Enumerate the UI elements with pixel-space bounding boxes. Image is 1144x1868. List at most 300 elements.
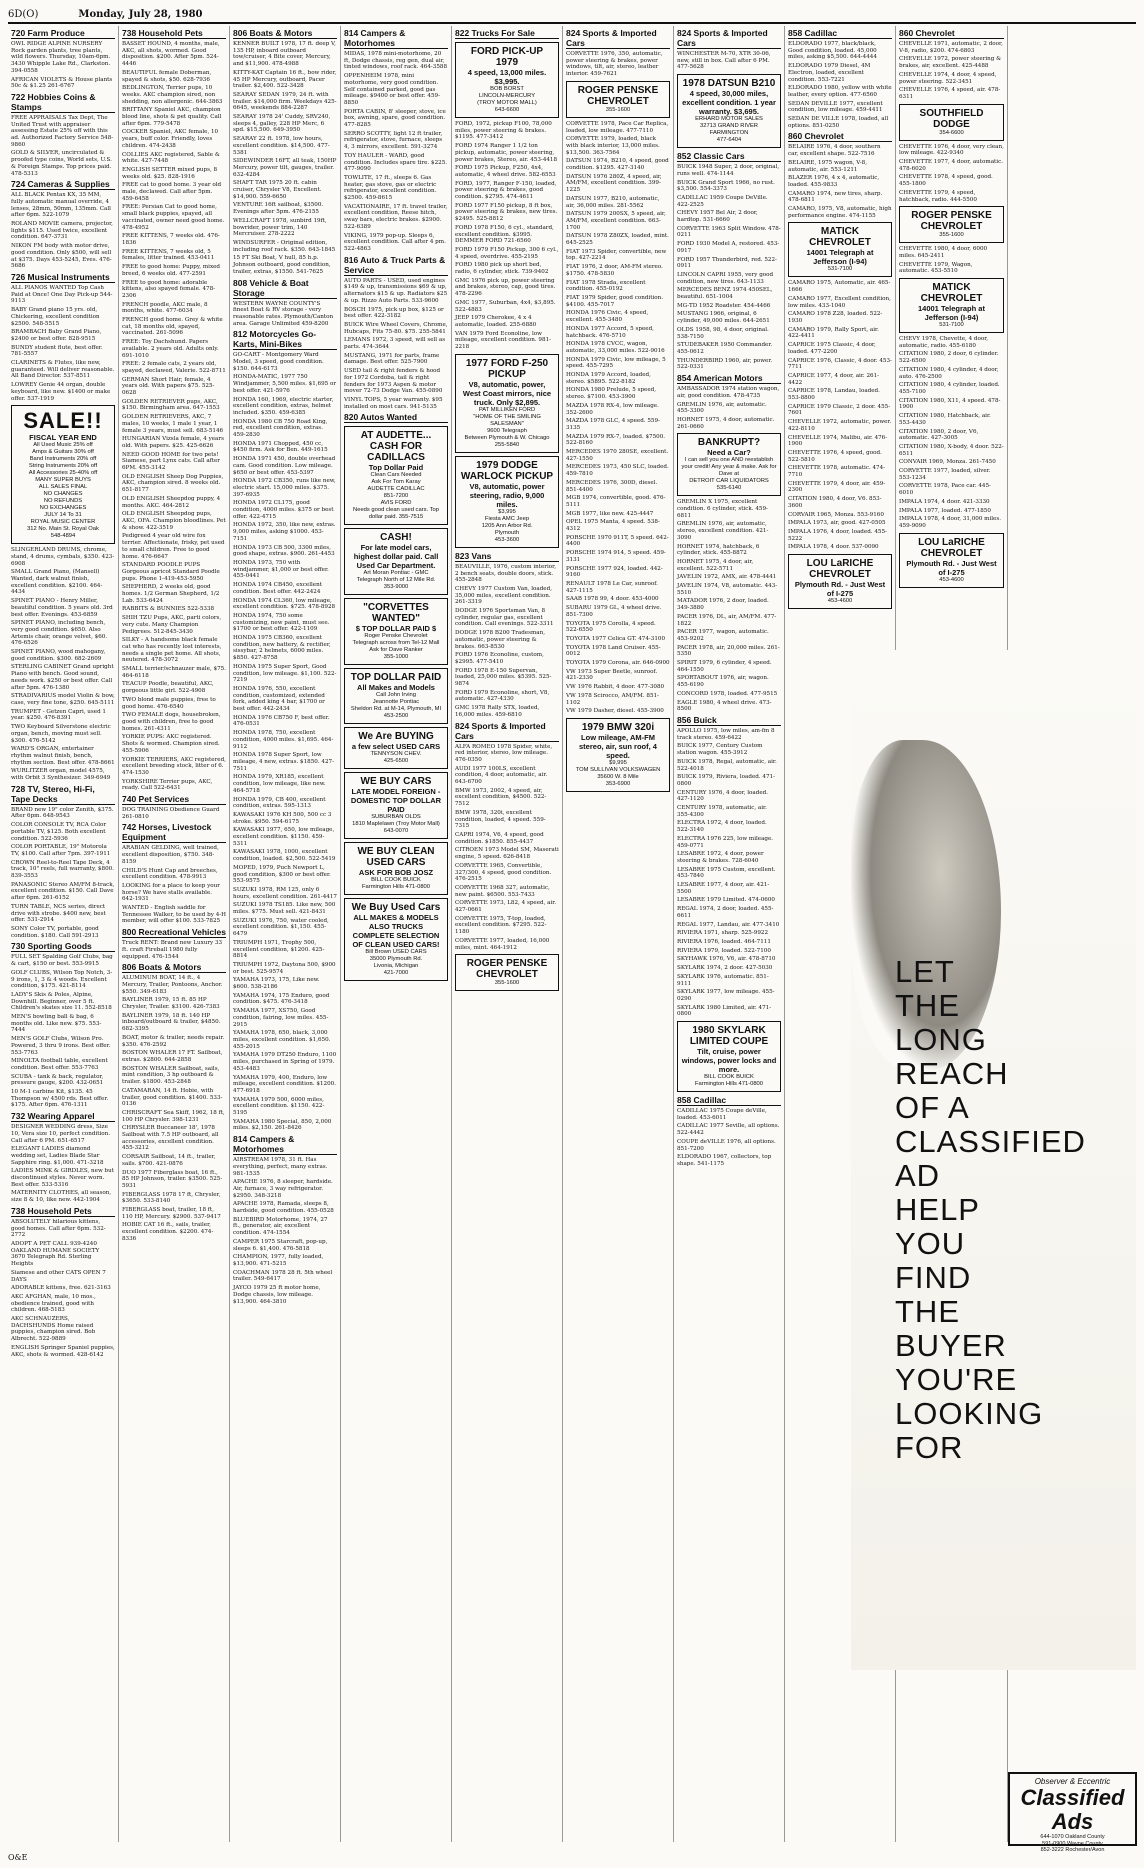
classified-listing: BRITTANY Spaniel AKC, champion blood line, shots & pet quality. Call after 6pm. 779-5478 <box>122 107 222 127</box>
display-ad-line: PAT MILLIKEN FORD <box>478 406 536 413</box>
classified-listing: CAPRI 1974, V6, 4 speed, good condition. $1850. 855-4437 <box>455 832 544 845</box>
section-heading: 822 Trucks For Sale <box>455 28 559 39</box>
classified-listing: BOSCH 1975, pick up box, $125 or best offer. 422-3182 <box>344 306 444 320</box>
display-ad <box>455 456 559 548</box>
display-ad-line: 453-2500 <box>383 713 409 720</box>
display-ad-line: NO REFUNDS <box>43 498 83 505</box>
classified-listing: USED tail & right fenders & hood for 1972 Cordoba, tail & right fenders for 1973 Aspen & motor mover 72-73 Dodge Van. 455-0890 <box>344 368 443 395</box>
display-ad-line: Telegraph across from Tel-12 Mall <box>352 640 440 647</box>
display-ad-subhead: Tilt, cruise, power windows, power locks and more. <box>681 1047 777 1075</box>
section-heading: 730 Sporting Goods <box>11 941 115 952</box>
display-ad-headline: WE BUY CLEAN USED CARS <box>357 846 435 869</box>
display-ad-subhead: 4 speed, 13,000 miles. $3,995. <box>467 68 547 86</box>
display-ad-line: 1810 Maplelawn (Troy Motor Mall) <box>352 821 440 828</box>
classified-listing: CORVETTE 1975, T-top, loaded, excellent condition. $7295. 522-1180 <box>455 915 547 936</box>
display-ad <box>11 405 115 544</box>
classified-listing: LADY'S Skis & Poles, Alpine, Downhill. Beginner, over 5 ft. Children's skates size 11. 552-8518 <box>11 991 112 1012</box>
classified-listing: BLUEBIRD Motorhome, 1974, 27 ft., generator, air, excellent condition. 474-1554 <box>233 1216 328 1237</box>
display-ad-line: AUDETTE CADILLAC <box>367 486 425 493</box>
classified-listing: CAPRICE 1977, 4 door, air. 261-4422 <box>788 372 880 386</box>
classified-listing: TOY HAULER - WARD, good condition. Includes spare tire. $225. 477-9090 <box>344 152 448 173</box>
classified-listing: CENTURY 1976, 4 door, loaded. 427-1120 <box>677 789 769 803</box>
classified-listing: 10 M-1 carbine Kit, $135. 45 Thompson w/ 4500 rds. Best offer. $175. After 6pm. 476-1311 <box>11 1089 109 1109</box>
classified-listing: ROLAND MOVIE camera, projector, lights $115. Used twice, excellent condition. 647-3731 <box>11 221 113 241</box>
classified-listing: GOLF CLUBS, Wilson Top Notch, 3-9 irons, 1, 3 & 4 woods. Excellent condition, $175. 421-8114 <box>11 969 113 990</box>
classified-listing: OLDS 1958, 98, 4 door, original. 538-7150 <box>677 326 769 340</box>
classified-listing: PACER 1978, air, 20,000 miles. 261-5350 <box>677 644 780 658</box>
classified-listing: AUDI 1977 100LS, excellent condition, 4 door, automatic, air. 643-6700 <box>455 765 548 786</box>
classified-listing: BRAND new 19" color Zenith, $375. After 6pm. 648-9543 <box>11 806 114 820</box>
classified-listing: CITATION 1980, 4 door, V6. 853-3600 <box>788 496 882 509</box>
classified-listing: CORVETTE 1978, Pace Car Replica, loaded, low mileage. 477-7110 <box>566 120 669 134</box>
classified-listing: CHRISCRAFT Sea Skiff, 1962, 18 ft, 100 HP Chrysler. 398-1231 <box>122 1109 225 1123</box>
section-heading: 728 TV, Stereo, Hi-Fi, Tape Decks <box>11 784 115 805</box>
display-ad-line: NO CHANGES <box>43 491 83 498</box>
display-ad-headline: AT AUDETTE... CASH FOR CADILLACS <box>360 430 432 464</box>
classified-listing: YAMAHA 1973, 175, Like new. $600. 538-2186 <box>233 977 320 991</box>
classified-listing: BAYLINER 1979, 18 ft. 140 HP inboard/outboard & trailer, $4850. 682-3395 <box>122 1012 221 1033</box>
section-heading: 816 Auto & Truck Parts & Service <box>344 255 448 276</box>
classified-listing: BOAT, motor & trailer, needs repair. $350. 476-2592 <box>122 1034 225 1048</box>
display-ad-line: BILL COOK BUICK <box>704 1074 754 1081</box>
classified-listing: ALL BLACK Pentax KX, 35 MM, fully automatic manual override, 4 lenses, 28mm, 50mm, 135mm. Call after 6pm. 522-1079 <box>11 192 111 219</box>
classified-listing: REGAL 1974, 2 door, loaded. 455-6611 <box>677 906 774 919</box>
classified-listing: HONDA 1978 Super Sport, low mileage, 4 new, extras. $1850. 427-7511 <box>233 752 334 772</box>
classified-listing: BUICK 1977, Century Custom station wagon. 455-3912 <box>677 743 763 757</box>
classified-listing: CORVETTE 1979, loaded, black with black interior, 13,000 miles. $13,500. 363-7564 <box>566 136 660 156</box>
section-heading: 738 Household Pets <box>122 28 226 39</box>
section-heading: 824 Sports & Imported Cars <box>455 721 559 742</box>
display-ad-headline: We Are BUYING <box>358 731 434 743</box>
page-date: Monday, July 28, 1980 <box>78 8 203 20</box>
display-ad-line: Fiesta AMC Jeep <box>484 515 530 522</box>
promo-headline-line: BUYER <box>895 1328 1007 1363</box>
classified-listing: BELAIRE 1976, 4 door, southern car, excellent shape. 522-7516 <box>788 144 881 158</box>
classified-listing: VW 1978 Scirocco, AM/FM. 851-1102 <box>566 692 659 706</box>
display-ad-line: 355-1000 <box>383 654 409 661</box>
classified-listing: GOLD & SILVER, uncirculated & proofed type coins, World sets, U.S. & Foreign Stamps. Top prices paid. 478-5313 <box>11 150 112 177</box>
classified-listing: Truck RENT: Brand new Luxury 33 ft. craft Fireball 1980 fully equipped. 476-1544 <box>122 940 223 960</box>
classified-listing: KAWASAKI 1977, 650, low mileage, excellent condition. $1150. 459-5311 <box>233 827 335 847</box>
classified-listing: ALFA ROMEO 1978 Spider, white, red interior, stereo, low mileage. 476-0350 <box>455 743 553 763</box>
classified-listing: RABBITS & BUNNIES 522-5338 <box>122 606 215 613</box>
classified-listing: MEN'S GOLF Clubs, Wilson Pro. Powered, 3 thru 9 irons. Best offer. 553-7763 <box>11 1036 111 1056</box>
classified-listing: FREE: 2 female cats, 2 years old, spayed, declawed, Valerie. 522-8711 <box>122 361 226 374</box>
classified-listing: MERCEDES BENZ 1974 450SEL, beautiful. 651-1004 <box>677 287 773 301</box>
classified-listing: SILKY - A handsome black female cat who has recently lost interests, needs a single pet home. All shots, neutered. 478-3072 <box>122 637 222 664</box>
display-ad-line: 1205 Ann Arbor Rd. <box>481 522 533 529</box>
classified-listing: MATADOR 1976, 2 door, loaded. 349-3880 <box>677 598 769 612</box>
display-ad-line: Needs good clean used cars. Top dollar paid. 355-7515 <box>353 507 439 521</box>
classified-listing: CONVAIR 1969, Monza. 261-7450 <box>899 459 996 466</box>
classified-listing: ADOPT A PET CALL 939-4240 OAKLAND HUMANE SOCIETY 3670 Telegraph Rd. Sterling Heights <box>11 1241 100 1268</box>
classified-listing: WURLITZER organ, model 4575, with Orbit 3 Synthesizer. 349-6949 <box>11 768 111 782</box>
display-ad-line: 255-5840 <box>494 441 520 448</box>
display-ad <box>677 1021 781 1092</box>
classified-listing: LADIES MINK & GIRDLES, new but discontinued styles. Never worn. Best offer. 533-5316 <box>11 1168 114 1188</box>
classified-listing: DATSUN 1979 200SX, 5 speed, air, AM/FM, excellent condition. 663-1700 <box>566 211 666 231</box>
classified-listing: GREMLIN 1976, air, automatic. 455-3300 <box>677 401 767 415</box>
classified-listing: Siamese and other CATS OPEN 7 DAYS <box>11 1269 106 1283</box>
classified-listing: BUICK Wire Wheel Covers, Chrome, Hubcaps, Fits 75-80. $75. 255-5841 <box>344 321 448 335</box>
classified-listing: VACATIONAIRE, 17 ft. travel trailer, excellent condition, Reese hitch, sway bars, electric brakes. $2900. 522-6389 <box>344 203 448 230</box>
display-ad-line: 355-1600 <box>605 106 631 113</box>
classified-listing: MAZDA 1978 GLC, 4 speed. 559-3135 <box>566 418 660 431</box>
promo-headline-line: LOOKING <box>895 1396 1044 1431</box>
classified-listing: TRIUMPH 1971, Trophy 500, excellent condition, $1200. 425-8814 <box>233 939 325 960</box>
classified-listing: BUICK Grand Sport 1966, no rust. $3,500. 554-3373 <box>677 179 775 193</box>
classified-listing: HONDA 1971 Chopped, 450 cc, $450 firm. Ask for Ben. 449-1615 <box>233 440 328 454</box>
classified-listing: LOWREY Genie 44 organ, double keyboard, like new. $1400 or make offer. 537-1919 <box>11 382 111 402</box>
display-ad-subhead: All Makes and Models <box>357 683 435 693</box>
display-ad <box>455 42 559 118</box>
classified-listing: HONDA-MATIC, 1977 750 Windjammer, 5,500 miles. $1,695 or best offer. 421-5976 <box>233 374 337 394</box>
display-ad-headline: CASH! <box>380 532 412 544</box>
classified-listing: SIDEWINDER 16FT, all teak, 150HP Mercury, power tilt, gauges, trailer. 632-4284 <box>233 158 337 178</box>
classified-listing: RIVIERA 1971, sharp. 525-9922 <box>677 930 768 937</box>
classified-listing: HONDA 1976 CB750 F, best offer. 476-0531 <box>233 714 330 728</box>
display-ad-line: Farmington Hills 471-0800 <box>695 1081 763 1088</box>
display-ad-subhead: ALL MAKES & MODELS ALSO TRUCKS COMPLETE SELECTION OF CLEAN USED CARS! <box>352 913 440 950</box>
classified-listing: FORD 1930 Model A, restored. 453-0917 <box>677 241 780 254</box>
classified-listing: YAMAHA 1979, 400, Enduro, low mileage, excellent condition. $1200. 477-6918 <box>233 1074 337 1094</box>
classified-listing: CHEVETTE 1976, 4 door, very clean, low mileage. 422-9340 <box>899 143 1004 157</box>
classified-listing: MAZDA 1978 RX-4, low mileage. 352-2600 <box>566 402 659 416</box>
promo-headline <box>895 955 1135 1465</box>
classified-listing: HORNET 1974, hatchback, 6 cylinder, stick. 455-8872 <box>677 543 760 557</box>
classified-listing: SUBARU 1979 GL, 4 wheel drive. 851-7300 <box>566 605 662 618</box>
classified-listing: OWL RIDGE ALPINE NURSERY Rock garden plants, tree plants, wild flowers. Thursday, 10am-6pm. 3430 Whipple Lake Rd., Clarkston. 394-0558 <box>11 41 111 74</box>
classified-listing: FORD 1978 F150, 6 cyl., standard, excellent condition. $3995. DEMMER FORD 721-6560 <box>455 224 554 245</box>
classified-listing: CADILLAC 1977 Seville, all options. 522-4442 <box>677 1123 780 1137</box>
classified-listing: HONDA 1974, 750 some customizing, new paint, must see. $1700 or best offer. 422-1109 <box>233 612 330 633</box>
display-ad-headline: 1977 FORD F-250 PICKUP <box>465 357 549 380</box>
display-ad-line: FARMINGTON <box>709 130 749 137</box>
classified-listing: SEARAY 1978 24' Cuddy, SRV240, sleeps 4, galley, 228 HP Merc, 6 spd. $15,500. 649-3950 <box>233 114 331 134</box>
display-ad-line: $9,995 <box>609 759 627 766</box>
classified-listing: CHEVETTE 1979, Wagon, automatic. 453-5510 <box>899 261 973 275</box>
classified-listing: MGB 1974, convertible, good. 476-5111 <box>566 495 666 508</box>
column-c4 <box>341 26 452 1842</box>
classified-listing: CORVAIR 1965, Monza. 553-9160 <box>788 511 884 518</box>
classified-listing: MIDAS, 1978 mini-motorhome, 20 ft, Dodge chassis, reg gen, dual air, tinted windows, roof rack. 464-3588 <box>344 51 448 71</box>
classified-listing: CORVETTE 1965, Convertible, 327/300, 4 speed, good condition. 476-2515 <box>455 862 552 883</box>
section-heading: 824 Sports & Imported Cars <box>566 28 670 49</box>
classified-listing: SHEPHERD, 2 weeks old, good homes. 1/2 German Shepherd, 1/2 Lab. 533-6424 <box>122 584 220 604</box>
display-ad-headline: 1979 DODGE WARLOCK PICKUP <box>460 459 554 482</box>
classified-listing: BABY Grand piano 15 yrs. old, Chickering, excellent condition $2500. 548-5515 <box>11 307 100 327</box>
classified-listing: LEMANS 1972, 3 speed, will sell as parts. 474-3644 <box>344 337 446 351</box>
display-ad-headline: FORD PICK-UP 1979 <box>470 46 544 68</box>
display-ad-subhead: $ TOP DOLLAR PAID $ <box>355 624 437 634</box>
promo-headline-line: LET <box>895 954 955 989</box>
classified-listing: JEEP 1979 Cherokee, 4 x 4 automatic, loaded. 255-6880 <box>455 315 537 328</box>
classified-listing: EAGLE 1980, 4 wheel drive. 473-8500 <box>677 699 772 713</box>
display-ad-line: 355-1600 <box>939 232 964 239</box>
section-heading: 854 American Motors <box>677 373 781 384</box>
display-ad-line: 35600 W. 8 Mile <box>597 773 639 780</box>
classified-listing: HONDA 1980 CB 750 Road King, red, excellent condition, extras. 459-2830 <box>233 418 328 439</box>
section-heading: 808 Vehicle & Boat Storage <box>233 278 337 299</box>
classified-listing: WANTED - English saddle for Tennessee Walker, to be used by 4-H member, will offer $100. 533-7825 <box>122 905 227 925</box>
classified-listing: YAMAHA 1974, 175 Enduro, good condition. $475. 476-3418 <box>233 992 330 1006</box>
promo-headline-line: OF A <box>895 1090 970 1125</box>
classified-listing: OLD ENGLISH Sheep Dog Puppies, AKC, champion sired. 8 weeks old. 651-8177 <box>122 473 224 494</box>
display-ad-line: JULY 14 To 31 <box>44 512 82 519</box>
classified-listing: FREE KITTENS, 7 weeks old, 5 females, litter trained. 453-0411 <box>122 248 215 262</box>
classified-listing: SMALL Grand Piano, (Mansell) Wanted, dark walnut finish, excellent condition. $2100. 464-4434 <box>11 569 103 596</box>
classified-listing: CAPRICE 1976, Classic, 4 door. 453-7711 <box>788 357 892 371</box>
classified-listing: ELDORADO 1977, black/black, Good condition, loaded. 45,000 miles, asking $5,500. 644-4444 <box>788 41 877 61</box>
classified-listing: FREE: Toy Dachshund. Papers available. 2 years old. Adults only. 691-1010 <box>122 339 219 359</box>
display-ad-line: TENNYSON CHEV. <box>370 751 422 758</box>
classified-listing: MGB 1977, like new. 425-4447 <box>566 510 654 517</box>
classified-listing: AMBASSADOR 1974 station wagon, air, good condition. 478-4735 <box>677 386 780 399</box>
display-ad-line: 535-6140 <box>716 485 742 492</box>
classified-listing: JAVELIN 1972, AMX, air. 478-4441 <box>677 574 777 581</box>
classified-listing: ARABIAN GELDING, well trained, excellent disposition, $750. 348-8159 <box>122 845 219 865</box>
classified-listing: HONDA 1978, 750, excellent condition, 4000 miles. $1,695. 464-9112 <box>233 730 334 750</box>
classified-listing: SUZUKI 1978 TS185. Like new, 500 miles. $775. Must sell. 421-8431 <box>233 902 336 916</box>
classified-listing: HONDA 1976, 550, excellent condition, customized, extended fork, added king 4 bar, $1700 or best offer. 442-2434 <box>233 685 325 713</box>
section-heading: 858 Cadillac <box>677 1095 781 1106</box>
column-c7 <box>674 26 785 1842</box>
display-ad-line: Amps & Guitars 30% off <box>32 449 94 456</box>
classified-listing: CHEVELLE 1976, 4 speed, air. 478-6311 <box>899 87 1001 100</box>
promo-headline-line: THE <box>895 1294 960 1329</box>
display-ad-line: Call John Irving <box>376 692 416 699</box>
classified-listing: SERRO SCOTTY, light 12 ft trailer, refrigerator, stove, furnace, sleeps 4, 3 mirrors, excellent. 591-3274 <box>344 130 443 151</box>
classified-listing: SHAFT TAR 1975 20 ft. cabin cruiser, Chrysler V8, Excellent. $14,900. 559-6650 <box>233 180 322 200</box>
classified-listing: FORD 1975 Pickup, F250, 4x4, automatic, 4 wheel drive. 582-6553 <box>455 165 556 178</box>
classified-listing: MUSTANG 1966, original, 6 cylinder, 49,000 miles. 644-2651 <box>677 311 770 325</box>
classified-listing: GOLDEN RETRIEVERS, AKC, 7 males, 10 weeks, 1 male 1 year, 1 female 3 years, must sell. 683-5146 <box>122 414 224 434</box>
display-ad-line: 643-0070 <box>383 828 409 835</box>
display-ad <box>344 598 448 665</box>
classified-listing: CORVETTE 1976, 350, automatic, power steering & brakes, power windows, tilt, air, stereo, leather interior. 459-7621 <box>566 51 663 78</box>
display-ad <box>899 533 1004 588</box>
display-ad-headline: BANKRUPT? <box>697 437 761 449</box>
classified-listing: CHEVETTE 1977, 4 door, automatic. 478-6020 <box>899 159 1003 172</box>
classified-listing: CITATION 1980, 4 cylinder, loaded. 455-7100 <box>899 382 1000 395</box>
promo-headline-line: CLASSIFIED <box>895 1124 1086 1159</box>
classified-listing: RIVIERA 1976, loaded. 464-7111 <box>677 938 771 945</box>
classified-listing: Pedigreed 4 year old wire fox terrier. Affectionate, frisky, pet used to small children. Free to good home. 476-6647 <box>122 533 225 560</box>
classified-listing: AUTO PARTS - USED, used engines $149 & up, transmissions $69 & up, alternators $15 & up. Radiators $25 & up. Rizzo Auto Parts. 533-9600 <box>344 277 448 304</box>
classified-listing: CHEVELLE 1974, 4 door, 4 speed, power steering. 522-3451 <box>899 71 997 85</box>
classified-listing: CHEVY 1977 Custom Van, loaded, 35,000 miles, excellent condition. 261-3319 <box>455 585 552 606</box>
classified-listing: AFRICAN VIOLETS & House plants 50c & $1.25 261-6767 <box>11 76 113 90</box>
display-ad-headline: ROGER PENSKE CHEVROLET <box>466 958 548 981</box>
display-ad-line: Between Plymouth & W. Chicago <box>464 434 550 441</box>
classified-listing: FORD 1979 F150 Pickup, 300 6 cyl., 4 speed, overdrive. 455-2195 <box>455 246 559 260</box>
classified-listing: FORD 1980 pick up short bed, radio, 6 cylinder, stick. 739-9402 <box>455 262 549 276</box>
display-ad-headline: MATICK CHEVROLET <box>809 226 871 249</box>
classified-listing: CORSAIR Sailboat, 14 ft., trailer, sails. $700. 421-0876 <box>122 1154 216 1167</box>
classified-listing: MERCEDES 1973, 450 SLC, loaded. 459-7810 <box>566 464 669 478</box>
classified-listing: SCUBA - tank & back, regulator, pressure gauge, $200. 432-0651 <box>11 1073 104 1087</box>
classified-listing: CHEVETTE 1978, automatic. 474-7710 <box>788 465 886 479</box>
classified-listing: WINCHESTER M-70, XTR 30-06, new, still in box. Call after 6 PM. 477-5628 <box>677 51 771 71</box>
classified-listing: FIAT 1979 Spider, good condition. $4100. 455-7017 <box>566 294 663 308</box>
section-heading: 814 Campers & Motorhomes <box>233 1134 337 1155</box>
display-ad-subhead: V8, automatic, power steering, radio, 9,000 miles. <box>469 481 545 509</box>
display-ad-line: Farmington Hills 471-0800 <box>362 884 430 891</box>
classified-listing: CHEVY 1957 Bel Air, 2 door, hardtop. 531-6660 <box>677 210 758 224</box>
classified-listing: ELDORADO 1979 Diesel, 4M Electron, loaded, excellent condition. 553-7221 <box>788 63 871 83</box>
classified-listing: LESABRE 1972, 4 door, power steering & brakes. 728-6040 <box>677 851 764 864</box>
classified-listing: HONDA 1979, CB 400, excellent condition, extras. 595-1313 <box>233 796 326 810</box>
classified-listing: SUZUKI 1976, 750, water cooled, excellent condition. $1,150. 455-6479 <box>233 917 329 938</box>
classified-listing: VINYL TOPS, 5 year warranty. $95 installed on most cars. 941-5135 <box>344 396 443 410</box>
display-ad-line: 32713 GRAND RIVER <box>700 123 758 130</box>
classified-listing: HONDA 1975 CB360, excellent condition, new battery, & rectifier, sissybar, 2 helmets, 6000 miles. $850. 427-8758 <box>233 635 331 662</box>
classified-listing: SAAB 1978 99, 4 door. 453-4000 <box>566 596 659 603</box>
classified-listing: IMPALA 1977, loaded. 477-1850 <box>899 507 991 514</box>
logo-phone-3: 852-3222 Rochester/Avon <box>1040 1847 1105 1853</box>
section-heading: 812 Motorcycles Go-Karts, Mini-Bikes <box>233 329 337 350</box>
classified-listing: FIAT 1973 Spider, convertible, new top. 427-2214 <box>566 248 667 262</box>
display-ad <box>344 528 448 595</box>
classified-listing: YORKIE PUPS: AKC registered. Shots & wormed. Champion sired. 455-5906 <box>122 734 220 754</box>
classified-listing: HONDA 1979 Accord, loaded, stereo. $5895. 522-8182 <box>566 372 651 385</box>
display-ad-line: 548-4894 <box>50 533 76 540</box>
classified-listing: BEDLINGTON, Terrier pups, 10 weeks. AKC champion sired, non shedding, non allergenic. 644-3863 <box>122 85 223 105</box>
classified-listing: VENTURE 16ft sailboat, $3500. Evenings after 5pm. 476-2155 <box>233 202 324 216</box>
classified-listing: CHEVETTE 1979, 4 door, air. 459-2300 <box>788 480 886 494</box>
classified-listing: VW 1979 Dasher, diesel. 455-3900 <box>566 708 664 715</box>
classified-listing: BMW 1973, 2002, 4 speed, air, excellent condition, $4500. 522-7512 <box>455 787 547 808</box>
display-ad-subhead: Top Dollar Paid <box>368 463 424 473</box>
promo-headline-line: THE <box>895 988 960 1023</box>
display-ad-line: All Accessories 25-40% off <box>28 470 98 477</box>
section-heading: 740 Pet Services <box>122 794 226 805</box>
classified-listing: CITATION 1980, X-body, 4 door. 522-6511 <box>899 443 1004 457</box>
display-ad <box>344 426 448 525</box>
classified-listing: SPINET PIANO, including bench, very good condition. $650. Also Artemis chair, orange velvet, $60. 476-6526 <box>11 620 108 647</box>
classified-listing: HOBIE CAT 16 ft., sails, trailer, excellent condition. $2200. 474-8336 <box>122 1222 214 1242</box>
classified-listing: BOSTON WHALER Sailboat, sails, mint condition, 3 hp outboard & trailer. $1800. 453-2848 <box>122 1065 220 1086</box>
classified-listing: SKYLARK 1974, 2 door. 427-5030 <box>677 965 773 972</box>
classified-listing: GOLDEN RETRIEVER pups, AKC, $150. Birmingham area. 647-1553 <box>122 398 220 412</box>
classified-listing: SUZUKI 1978, RM 125, only 6 hours, excellent condition. 261-4417 <box>233 886 337 900</box>
display-ad-line: 851-7200 <box>383 493 409 500</box>
classified-listing: HONDA 1973, 750 with windjammer, $1,000 or best offer. 455-0441 <box>233 560 329 580</box>
classified-listing: TEACUP Poodle, beautiful, AKC, gorgeous little girl. 522-4908 <box>122 681 214 695</box>
section-heading: 823 Vans <box>455 551 559 562</box>
display-ad-line: Livonia, Michigan <box>373 963 419 970</box>
classified-listing: BLAZER 1976, 4 x 4, automatic, loaded. 455-9833 <box>788 175 880 188</box>
classified-listing: KAWASAKI 1978, 1000, excellent condition, loaded. $2,500. 522-5419 <box>233 849 336 863</box>
display-ad-line: 531-7100 <box>827 266 853 273</box>
section-heading: 722 Hobbies Coins & Stamps <box>11 92 115 113</box>
display-ad-line: 354-6600 <box>939 129 964 136</box>
classified-listing: HONDA 1974 CL360, low mileage, excellent condition. $725. 478-8928 <box>233 597 336 611</box>
classified-listing: CHEVELLE 1971, automatic, 2 door, V-8, radio, $200. 474-6803 <box>899 41 1003 54</box>
classified-listing: IMPALA 1978, 4 door, 31,000 miles. 459-9090 <box>899 516 1002 529</box>
display-ad <box>344 842 448 895</box>
column-c3 <box>230 26 341 1842</box>
display-ad-headline: SALE!! <box>23 408 103 434</box>
promo-headline-line: FOR <box>895 1430 964 1465</box>
classified-listing: ELEGANT LADIES diamond wedding set, Ladies Blade Star Sapphire ring. $1,000. 471-3218 <box>11 1146 104 1166</box>
classified-listing: ALUMINUM BOAT, 14 ft., 4 Mercury, Trailer, Pontoons, Anchor. $550. 349-6183 <box>122 975 223 995</box>
column-c5 <box>452 26 563 1842</box>
classified-listing: LESABRE 1977, 4 door, air. 421-5500 <box>677 882 770 895</box>
display-ad-line: Art Moran Pontiac - GMC <box>363 570 429 577</box>
classified-listing: CHEVETTE 1976, 4 speed, good. 522-5810 <box>788 449 882 463</box>
classified-listing: FREE cat to good home. 3 year old male, declawed. Call after 5pm. 459-6458 <box>122 182 222 202</box>
display-ad-subhead: For late model cars, highest dollar paid. Call Used Car Department. <box>353 543 439 571</box>
classified-listing: CORVETTE 1968 327, automatic, new paint. $6500. 553-7433 <box>455 884 550 898</box>
classified-listing: SPINET PIANO, wood mahogany, good condition. $300. 682-2609 <box>11 649 106 662</box>
promo-headline-line: YOU <box>895 1226 966 1261</box>
classified-listing: HUNGARIAN Vizsla female, 4 years old. With papers. $25. 425-6626 <box>122 436 224 449</box>
classified-listing: CAMPER 1975 Starcraft, pop-up, sleeps 6. $1,400. 476-5818 <box>233 1238 328 1252</box>
classified-listing: FORD 1976 Econoline, custom, $2995. 477-5410 <box>455 652 544 665</box>
classified-listing: BASSET HOUND, 4 months, male, AKC, all shots, wormed. Good disposition. $200. After 5pm. 524-4446 <box>122 41 220 68</box>
display-ad-line: ERHARD MOTOR SALES <box>695 116 763 123</box>
display-ad <box>455 954 559 991</box>
classified-listing: CORVETTE 1977, loaded, silver. 553-1234 <box>899 468 991 481</box>
classified-listing: BELAIRE, 1975 wagon, V-8, automatic, air. 553-1211 <box>788 159 868 173</box>
display-ad-headline: LOU LaRICHE CHEVROLET <box>806 558 874 581</box>
classified-listing: ELECTRA 1972, 4 door, loaded. 522-3140 <box>677 820 767 834</box>
classified-listing: BUICK 1948 Super, 2 door, original, runs well. 474-1144 <box>677 164 780 177</box>
classified-listing: FREE: Persian Cat to good home, small black puppies, spayed, all vaccinated, owner need good home. 478-4952 <box>122 204 225 231</box>
classified-listing: MOPED, 1979, Puch Newport L, good condition, $300 or best offer. 553-9575 <box>233 864 331 885</box>
classified-listing: VIKING, 1979 pop-up. Sleeps 6, excellent condition. Call after 4 pm. 522-4863 <box>344 232 446 252</box>
section-heading: 738 Household Pets <box>11 1206 115 1217</box>
classified-listing: BUICK 1979, Riviera, loaded. 471-0800 <box>677 774 775 787</box>
classified-listing: CHEVELLE 1972, automatic, power. 422-8110 <box>788 419 892 432</box>
display-ad-line: BOB BORST <box>490 86 524 92</box>
promo-headline-line: AD <box>895 1158 941 1193</box>
classified-listing: CITATION 1980, Hatchback, air. 553-4430 <box>899 413 991 426</box>
logo-phone-1: 644-1070 Oakland County <box>1040 1834 1105 1840</box>
promo-headline-line: REACH <box>895 1056 1009 1091</box>
section-heading: 860 Chevrolet <box>899 28 1004 39</box>
classified-listing: FULL SET Spalding Golf Clubs, bag & cart, $150 or best. 553-9915 <box>11 954 113 968</box>
display-ad-line: All Used Music 25% off <box>33 442 93 449</box>
classified-listing: DATSUN 1977, B210, automatic, air, 36,000 miles. 281-5562 <box>566 195 660 209</box>
classified-listing: NEED GOOD HOME for two pets! Siamese, part Lynx cats. Call after 6PM. 455-3142 <box>122 451 220 472</box>
display-ad-line: Bill Brown USED CARS <box>365 949 427 956</box>
classified-listing: COACHMAN 1978 28 ft. 5th wheel trailer. 549-6417 <box>233 1269 333 1283</box>
classified-listing: CAPRICE 1975 Classic, 4 door, loaded. 477-2200 <box>788 342 876 355</box>
display-ad <box>344 727 448 769</box>
classified-listing: SONY Color TV, portable, good condition. $180. Call 591-2913 <box>11 925 99 939</box>
display-ad-line: ALL SALES FINAL <box>38 484 88 491</box>
classified-listing: DATSUN 1978 Z80ZX, loaded, mint. 645-2525 <box>566 233 669 247</box>
display-ad-subhead: Plymouth Rd. - Just West of I-275 <box>906 558 997 577</box>
classified-listing: CONCORD 1978, loaded. 477-9515 <box>677 690 778 697</box>
classified-listing: CHAMPION, 1977, fully loaded, $13,900. 471-5215 <box>233 1254 324 1267</box>
classified-listing: CAMARO 1979, Rally Sport, air. 422-4411 <box>788 326 879 340</box>
display-ad-subhead: LATE MODEL FOREIGN - DOMESTIC TOP DOLLAR PAID <box>350 787 442 815</box>
classified-listing: CITATION 1980, 2 door, 6 cylinder. 522-6500 <box>899 351 999 365</box>
classified-listing: WARD'S ORGAN, entertainer rhythm walnut finish, bench, rhythm section. Best offer. 478-8661 <box>11 746 115 766</box>
classified-listing: ELDORADO 1967, collectors, top shape. 541-1175 <box>677 1154 772 1167</box>
classified-listing: MERCEDES 1976, 300D, diesel. 851-4400 <box>566 479 658 493</box>
classified-listing: SPORTABOUT 1976, air, wagon. 455-6190 <box>677 675 769 689</box>
display-ad-headline: LOU LaRICHE CHEVROLET <box>918 536 985 559</box>
display-ad-headline: MATICK CHEVROLET <box>920 282 983 305</box>
classified-listing: FIBERGLASS 1978 17 ft, Chrysler, $3650. 533-8140 <box>122 1191 221 1205</box>
section-heading: 806 Boats & Motors <box>233 28 337 39</box>
display-ad-subhead: 14001 Telegraph at Jefferson (I-94) <box>918 304 985 323</box>
classified-listing: BMW 1978, 320i, excellent condition, loaded, 4 speed. 559-7315 <box>455 809 546 830</box>
